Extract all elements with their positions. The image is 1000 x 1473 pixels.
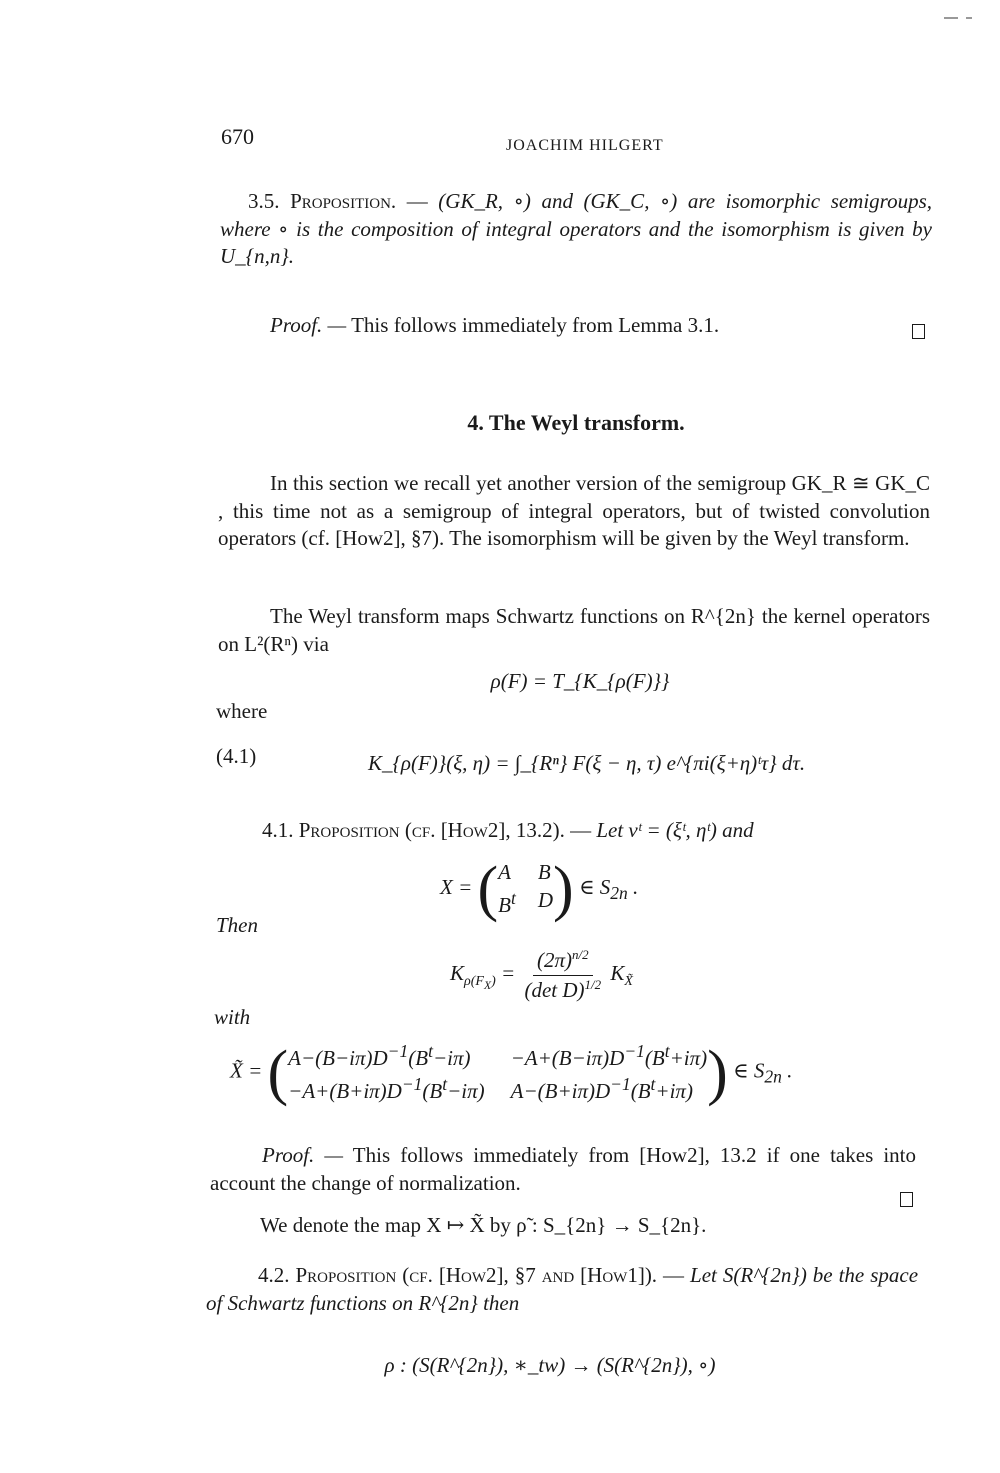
qed-square-icon <box>900 1192 913 1207</box>
equation-rho-map: ρ : (S(R^{2n}), ∗_tw) → (S(R^{2n}), ∘) <box>384 1353 716 1377</box>
equation-matrix-x-tilde: X̃ = ( $A-(B-i\pi)D^{-1}(B^t-i\pi)$ $-A+(B-i\pi)D^{-1}(B^t+i\pi)$ $-A+(B+i\pi)D^{-1}(B^t-i\pi)$ $A-(B+i\pi)D^{-1}(B^t+i\pi)$ ) ∈ $S_{2n}$ . <box>230 1038 793 1107</box>
equation-number-4-1: (4.1) <box>216 744 257 768</box>
equation-rho: ρ(F) = T_{K_{ρ(F)}} <box>490 669 670 693</box>
scan-mark <box>966 17 972 19</box>
equation-matrix-x: X = ( A B $B^t$ D ) ∈ $S_{2n}$ . <box>440 855 639 923</box>
proposition-statement: Let vᵗ = (ξᵗ, ηᵗ) and <box>596 818 754 842</box>
matrix-x-tilde: ( $A-(B-i\pi)D^{-1}(B^t-i\pi)$ $-A+(B-i\pi)D^{-1}(B^t+i\pi)$ $-A+(B+i\pi)D^{-1}(B^t-i\pi)$ $A-(B+i\pi)D^{-1}(B^t+i\pi)$ ) <box>267 1038 728 1107</box>
paragraph-map-notation <box>260 1212 920 1240</box>
then-label: Then <box>216 913 258 937</box>
qed-square-icon <box>912 324 925 339</box>
proposition-4-2 <box>206 1262 918 1317</box>
scan-mark <box>944 17 958 19</box>
proposition-label: 3.5. Proposition. — <box>248 189 428 213</box>
proposition-3-5 <box>220 188 932 271</box>
proof-label: Proof. — <box>270 313 347 337</box>
proposition-statement: (GK_R, ∘) and (GK_C, ∘) are isomorphic semigroups, where ∘ is the composition of integral operators and the isomorphism is given by U_{n,n}. <box>220 189 932 269</box>
proof-3-5 <box>270 312 932 340</box>
proof-label: Proof. — <box>262 1143 344 1167</box>
proof-text: This follows immediately from [How2], 13.2 if one takes into account the change of normalization. <box>210 1143 916 1195</box>
equation-kernel: $K_{\rho(F_X)}$ = $\frac{(2\pi)^{n/2}}{(\det D)^{1/2}}$ $K_{X̃}$ <box>450 947 633 1002</box>
proposition-label: 4.2. Proposition (cf. [How2], §7 and [How1]). — <box>258 1263 685 1287</box>
running-title: JOACHIM HILGERT <box>506 137 664 154</box>
map-notation-text: We denote the map X ↦ X̃ by ρ̃ : S_{2n} → S_{2n}. <box>260 1213 707 1237</box>
proof-4-1 <box>210 1142 916 1197</box>
matrix-x: ( A B $B^t$ D ) <box>477 855 574 923</box>
proposition-4-1 <box>262 817 932 845</box>
proposition-statement: Let S(R^{2n}) be the space of Schwartz functions on R^{2n} then <box>206 1263 919 1315</box>
paragraph-intro: In this section we recall yet another version of the semigroup GK_R ≅ GK_C , this time not as a semigroup of integral operators, but of twisted convolution operators (cf. [How2], §7). The isomorphism will be given by the Weyl transform. <box>218 471 930 551</box>
proof-text: This follows immediately from Lemma 3.1. <box>351 313 720 337</box>
paragraph-weyl-definition: The Weyl transform maps Schwartz functions on R^{2n} the kernel operators on L²(Rⁿ) via <box>218 604 930 656</box>
proposition-label: 4.1. Proposition (cf. [How2], 13.2). — <box>262 818 592 842</box>
where-label: where <box>216 699 268 723</box>
with-label: with <box>214 1005 251 1029</box>
section-title: 4. The Weyl transform. <box>467 410 685 435</box>
page-number: 670 <box>221 124 254 149</box>
equation-4-1: K_{ρ(F)}(ξ, η) = ∫_{Rⁿ} F(ξ − η, τ) e^{πi(ξ+η)ᵗτ} dτ. <box>368 751 806 775</box>
